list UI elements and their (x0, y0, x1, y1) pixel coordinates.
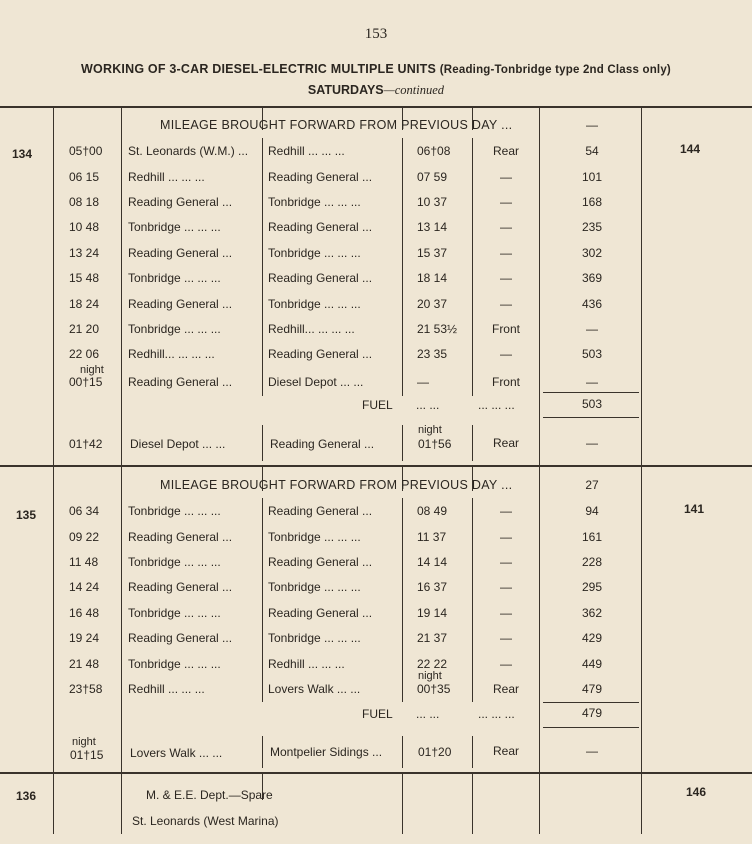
unit-position: — (500, 555, 512, 569)
from-station: Diesel Depot ... ... (130, 437, 226, 451)
cumulative-miles: 362 (581, 606, 603, 620)
diagram-number: 134 (12, 147, 33, 161)
arrive-time: — (417, 375, 429, 389)
unit-position: — (500, 606, 512, 620)
unit-position: Front (491, 322, 520, 336)
diagram-number: 135 (16, 508, 37, 522)
fuel-dots: ... ... (416, 398, 440, 412)
to-station: Reading General ... (268, 271, 373, 285)
page-subtitle (0, 83, 752, 98)
title-sub: (Reading-Tonbridge type 2nd Class only) (439, 64, 671, 76)
to-station: Montpelier Sidings ... (270, 745, 383, 759)
column-line (262, 138, 263, 396)
fuel-dots: ... ... ... (478, 398, 515, 412)
unit-position: Rear (492, 144, 519, 158)
from-station: Tonbridge ... ... ... (128, 322, 221, 336)
column-line (402, 774, 403, 834)
fuel-dots: ... ... ... (478, 707, 515, 721)
from-station: Reading General ... (128, 375, 233, 389)
cumulative-miles: — (586, 322, 598, 336)
column-line (472, 736, 473, 768)
fuel-dots: ... ... (416, 707, 440, 721)
to-station: Tonbridge ... ... ... (268, 195, 361, 209)
column-line (402, 425, 403, 461)
to-station: Tonbridge ... ... ... (268, 246, 361, 260)
arrive-time: 18 14 (417, 271, 448, 285)
unit-position: — (500, 246, 512, 260)
depart-time: 08 18 (69, 195, 100, 209)
arrive-time: 01†56 (418, 437, 452, 451)
total-rule (543, 392, 639, 393)
arrive-time: 21 53½ (417, 322, 458, 336)
to-station: Tonbridge ... ... ... (268, 631, 361, 645)
unit-position: — (500, 195, 512, 209)
arrive-time: 13 14 (417, 220, 448, 234)
unit-position: Rear (492, 436, 519, 450)
from-station: Tonbridge ... ... ... (128, 271, 221, 285)
from-station: Reading General ... (128, 195, 233, 209)
column-line (402, 138, 403, 396)
from-station: Reading General ... (128, 580, 233, 594)
next-diagram-number: 146 (686, 785, 707, 799)
unit-position: — (500, 220, 512, 234)
block-divider-rule (0, 465, 752, 467)
to-station: Reading General ... (268, 347, 373, 361)
night-label: night (72, 736, 96, 748)
total-rule (543, 417, 639, 418)
depart-time: 05†00 (69, 144, 103, 158)
arrive-time: 07 59 (417, 170, 448, 184)
cumulative-miles: 503 (581, 347, 603, 361)
night-label: night (418, 670, 442, 682)
from-station: Lovers Walk ... ... (130, 746, 223, 760)
arrive-time: 08 49 (417, 504, 448, 518)
depart-time: 06 15 (69, 170, 100, 184)
from-station: Reading General ... (128, 631, 233, 645)
to-station: Redhill ... ... ... (268, 144, 345, 158)
arrive-time: 06†08 (417, 144, 451, 158)
arrive-time: 20 37 (417, 297, 448, 311)
cumulative-miles: 161 (581, 530, 603, 544)
mileage-forward-value: — (586, 118, 598, 132)
arrive-time: 14 14 (417, 555, 448, 569)
mileage-forward-label: MILEAGE BROUGHT FORWARD FROM PREVIOUS DAY ... (160, 118, 513, 132)
depart-time: 22 06 (69, 347, 100, 361)
cumulative-miles: — (586, 436, 598, 450)
column-line (641, 107, 642, 834)
arrive-time: 10 37 (417, 195, 448, 209)
depart-time: 15 48 (69, 271, 100, 285)
column-line (402, 498, 403, 702)
cumulative-miles: 94 (585, 504, 599, 518)
from-station: Redhill ... ... ... (128, 682, 205, 696)
diagram-number: 136 (16, 789, 37, 803)
fuel-miles: 503 (581, 397, 603, 411)
from-station: St. Leonards (W.M.) ... (128, 144, 249, 158)
to-station: Reading General ... (268, 555, 373, 569)
to-station: Reading General ... (268, 504, 373, 518)
from-station: Redhill ... ... ... (128, 170, 205, 184)
from-station: Tonbridge ... ... ... (128, 220, 221, 234)
from-station: Tonbridge ... ... ... (128, 504, 221, 518)
column-line (262, 498, 263, 702)
arrive-time: 22 22 (417, 657, 448, 671)
from-station: Reading General ... (128, 297, 233, 311)
to-station: Redhill... ... ... ... (268, 322, 355, 336)
night-label: night (418, 424, 442, 436)
next-diagram-number: 144 (680, 142, 701, 156)
to-station: Reading General ... (268, 606, 373, 620)
column-line (472, 498, 473, 702)
subtitle-continued: —continued (383, 83, 445, 97)
unit-position: — (500, 271, 512, 285)
fuel-label: FUEL (362, 707, 393, 721)
to-station: Diesel Depot ... ... (268, 375, 364, 389)
depart-time: 16 48 (69, 606, 100, 620)
column-line (539, 107, 540, 834)
arrive-time: 00†35 (417, 682, 451, 696)
depart-time: 14 24 (69, 580, 100, 594)
page-title (0, 62, 752, 76)
cumulative-miles: 436 (581, 297, 603, 311)
unit-position: — (500, 347, 512, 361)
spare-duty-location: St. Leonards (West Marina) (132, 814, 279, 828)
column-line (53, 107, 54, 834)
arrive-time: 16 37 (417, 580, 448, 594)
total-rule (543, 727, 639, 728)
unit-position: — (500, 297, 512, 311)
cumulative-miles: 369 (581, 271, 603, 285)
column-line (472, 774, 473, 834)
cumulative-miles: 295 (581, 580, 603, 594)
column-line (472, 425, 473, 461)
depart-time: 18 24 (69, 297, 100, 311)
depart-time: 01†42 (69, 437, 103, 451)
from-station: Tonbridge ... ... ... (128, 606, 221, 620)
cumulative-miles: — (586, 375, 598, 389)
depart-time: 23†58 (69, 682, 103, 696)
cumulative-miles: 479 (581, 682, 603, 696)
depart-time: 01†15 (70, 748, 104, 762)
from-station: Reading General ... (128, 246, 233, 260)
cumulative-miles: 429 (581, 631, 603, 645)
to-station: Reading General ... (268, 170, 373, 184)
column-line (402, 736, 403, 768)
column-line (472, 138, 473, 396)
arrive-time: 23 35 (417, 347, 448, 361)
arrive-time: 15 37 (417, 246, 448, 260)
cumulative-miles: 449 (581, 657, 603, 671)
fuel-miles: 479 (581, 706, 603, 720)
spare-duty-label: M. & E.E. Dept.—Spare (146, 788, 273, 802)
next-diagram-number: 141 (684, 502, 705, 516)
to-station: Tonbridge ... ... ... (268, 297, 361, 311)
page-number: 153 (364, 26, 388, 42)
arrive-time: 01†20 (418, 745, 452, 759)
depart-time: 21 48 (69, 657, 100, 671)
from-station: Tonbridge ... ... ... (128, 657, 221, 671)
unit-position: — (500, 657, 512, 671)
to-station: Tonbridge ... ... ... (268, 530, 361, 544)
unit-position: Front (491, 375, 520, 389)
depart-time: 00†15 (69, 375, 103, 389)
to-station: Tonbridge ... ... ... (268, 580, 361, 594)
column-line (262, 425, 263, 461)
depart-time: 21 20 (69, 322, 100, 336)
cumulative-miles: — (586, 744, 598, 758)
depart-time: 13 24 (69, 246, 100, 260)
unit-position: — (500, 631, 512, 645)
from-station: Reading General ... (128, 530, 233, 544)
block-divider-rule (0, 772, 752, 774)
unit-position: Rear (492, 682, 519, 696)
unit-position: — (500, 580, 512, 594)
arrive-time: 21 37 (417, 631, 448, 645)
arrive-time: 19 14 (417, 606, 448, 620)
from-station: Redhill... ... ... ... (128, 347, 215, 361)
depart-time: 06 34 (69, 504, 100, 518)
cumulative-miles: 302 (581, 246, 603, 260)
unit-position: — (500, 170, 512, 184)
unit-position: Rear (492, 744, 519, 758)
cumulative-miles: 168 (581, 195, 603, 209)
depart-time: 11 48 (69, 555, 99, 569)
cumulative-miles: 235 (581, 220, 603, 234)
to-station: Redhill ... ... ... (268, 657, 345, 671)
total-rule (543, 702, 639, 703)
fuel-label: FUEL (362, 398, 393, 412)
column-line (121, 107, 122, 834)
arrive-time: 11 37 (417, 530, 447, 544)
depart-time: 09 22 (69, 530, 100, 544)
unit-position: — (500, 504, 512, 518)
title-main: WORKING OF 3-CAR DIESEL-ELECTRIC MULTIPLE UNITS (81, 62, 437, 76)
unit-position: — (500, 530, 512, 544)
cumulative-miles: 101 (581, 170, 603, 184)
subtitle-main: SATURDAYS (307, 83, 384, 97)
column-line (262, 736, 263, 768)
mileage-forward-label: MILEAGE BROUGHT FORWARD FROM PREVIOUS DAY ... (160, 478, 513, 492)
from-station: Tonbridge ... ... ... (128, 555, 221, 569)
mileage-forward-value: 27 (585, 478, 599, 492)
table-top-rule (0, 106, 752, 108)
to-station: Reading General ... (270, 437, 375, 451)
cumulative-miles: 54 (585, 144, 599, 158)
night-label: night (80, 364, 104, 376)
depart-time: 19 24 (69, 631, 100, 645)
to-station: Lovers Walk ... ... (268, 682, 361, 696)
depart-time: 10 48 (69, 220, 100, 234)
cumulative-miles: 228 (581, 555, 603, 569)
to-station: Reading General ... (268, 220, 373, 234)
